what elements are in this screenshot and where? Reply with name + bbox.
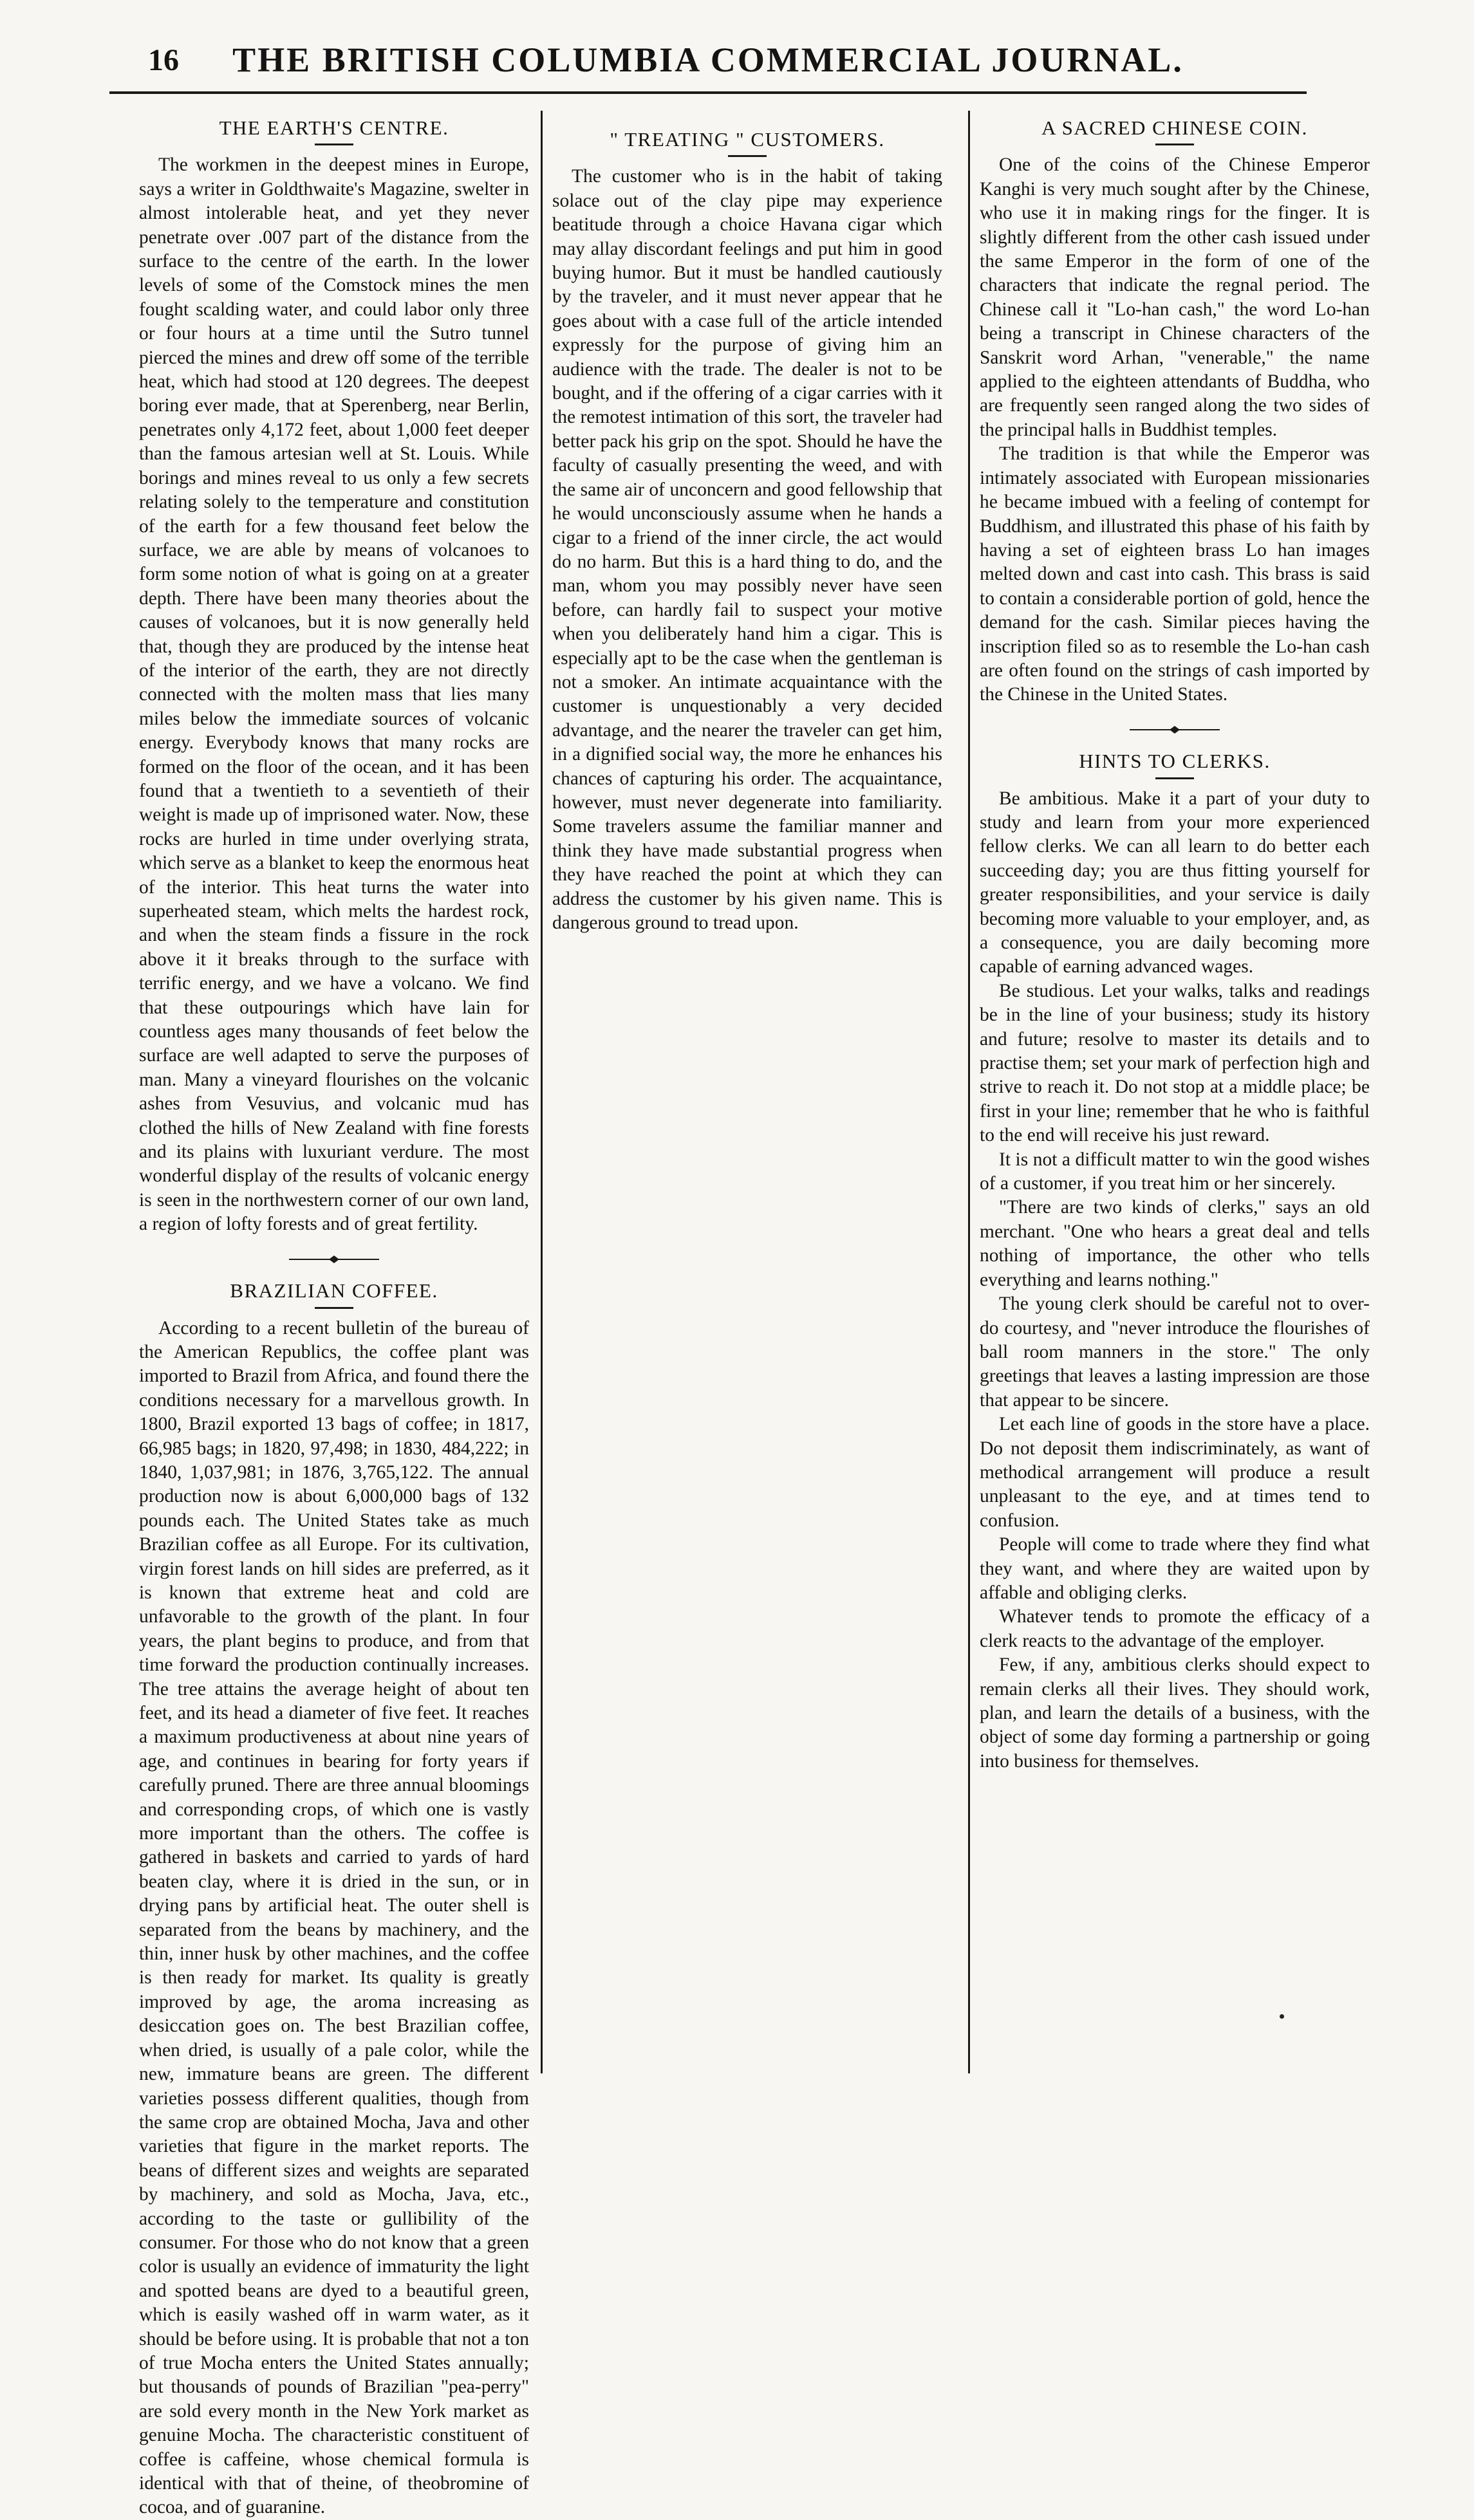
article-title-chinese-coin: A SACRED CHINESE COIN. bbox=[1041, 116, 1308, 139]
title-underline bbox=[1155, 144, 1194, 145]
article-paragraph: The tradition is that while the Emperor was intimately associated with European missionaries he became imbued with a feeling of contempt for Buddhism, and illustrated this phase of his faith by having a set of eighteen brass Lo han images melted down and cast into cash. This brass is said to contain a considerable portion of gold, hence the demand for the cash. Similar pieces having the inscription filed so as to resemble the Lo-han cash are often found on the strings of cash imported by the Chinese in the United States. bbox=[980, 443, 1370, 705]
article-paragraph: "There are two kinds of clerks," says an old merchant. "One who hears a great deal and tells nothing of importance, the other who tells everything and learns nothing." bbox=[980, 1197, 1370, 1290]
article-separator bbox=[139, 1246, 529, 1270]
column-3 bbox=[980, 111, 1370, 2080]
title-underline bbox=[315, 144, 353, 145]
column-2 bbox=[552, 111, 942, 2080]
journal-title: THE BRITISH COLUMBIA COMMERCIAL JOURNAL. bbox=[232, 41, 1184, 79]
article-paragraph: Be ambitious. Make it a part of your duty to study and learn from your more experienced fellow clerks. We can all learn to do better each succeeding day; you are thus fitting yourself for greater responsibilities, and your service is daily becoming more valuable to your employer, and, as a consequence, you are daily becoming more capable of earning advanced wages. bbox=[980, 788, 1370, 977]
print-speck bbox=[1280, 2014, 1284, 2019]
article-paragraph: The customer who is in the habit of taking solace out of the clay pipe may experience beatitude through a choice Havana cigar which may allay discordant feelings and put him in good buying humor. But it must be handled cautiously by the traveler, and it must never appear that he goes about with a case full of the article intended expressly for the purpose of giving him an audience with the trade. The dealer is not to be bought, and if the offering of a cigar carries with it the remotest intimation of this sort, the traveler had better pack his grip on the spot. Should he have the faculty of casually presenting the weed, and with the same air of unconcern and good fellowship that he would unconsciously assume when he hands a cigar to a friend of the inner circle, the act would do no harm. But this is a hard thing to do, and the man, whom you may possibly never have seen before, can hardly fail to suspect your motive when you deliberately hand him a cigar. This is especially apt to be the case when the gentleman is not a smoker. An intimate acquaintance with the customer is unquestionably a very decided advantage, and the nearer the traveler can get him, in a dignified social way, the more he enhances his chances of capturing his order. The acquaintance, however, must never degenerate into familiarity. Some travelers assume the familiar manner and think they have made substantial progress when they have reached the point at which they can address the customer by his given name. This is dangerous ground to tread upon. bbox=[552, 166, 942, 933]
article-paragraph: Whatever tends to promote the efficacy of a clerk reacts to the advantage of the employer. bbox=[980, 1606, 1370, 1651]
article-paragraph: One of the coins of the Chinese Emperor Kanghi is very much sought after by the Chinese, who use it in making rings for the finger. It is slightly different from the other cash issued under the same Emperor in the form of one of the characters that indicate the regnal period. The Chinese call it "Lo-han cash," the word Lo-han being a transcript in Chinese characters of the Sanskrit word Arhan, "venerable," the name applied to the eighteen attendants of Buddha, who are frequently seen ranged along the two sides of the principal halls in Buddhist temples. bbox=[980, 154, 1370, 440]
title-underline bbox=[728, 155, 767, 157]
article-paragraph: People will come to trade where they find what they want, and where they are waited upon by affable and obliging clerks. bbox=[980, 1534, 1370, 1603]
article-paragraph: Be studious. Let your walks, talks and readings be in the line of your business; study its history and future; resolve to master its details and to practise them; set your mark of perfection high and strive to reach it. Do not stop at a middle place; be first in your line; remember that he who is faithful to the end will receive his just reward. bbox=[980, 980, 1370, 1146]
title-underline bbox=[1155, 777, 1194, 779]
column-rule bbox=[968, 111, 970, 2073]
title-underline bbox=[315, 1307, 353, 1309]
page-header bbox=[109, 40, 1307, 94]
article-title-brazilian-coffee: BRAZILIAN COFFEE. bbox=[230, 1279, 438, 1302]
article-paragraph: Let each line of goods in the store have a place. Do not deposit them indiscriminately, as want of methodical arrangement will produce a result unpleasant to the eye, and at times tend to confusion. bbox=[980, 1414, 1370, 1531]
article-title-treating-customers: " TREATING " CUSTOMERS. bbox=[610, 128, 885, 151]
article-title-earths-centre: THE EARTH'S CENTRE. bbox=[219, 116, 449, 139]
page-number: 16 bbox=[148, 43, 179, 77]
article-paragraph: The workmen in the deepest mines in Europe, says a writer in Goldthwaite's Magazine, swelter in almost intolerable heat, and yet they never penetrate over .007 part of the distance from the surface to the centre of the earth. In the lower levels of some of the Comstock mines the men fought scalding water, and could labor only three or four hours at a time until the Sutro tunnel pierced the mines and drew off some of the terrible heat, which had stood at 120 degrees. The deepest boring ever made, that at Sperenberg, near Berlin, penetrates only 4,172 feet, about 1,000 feet deeper than the famous artesian well at St. Louis. While borings and mines reveal to us only a few secrets relating solely to the temperature and constitution of the earth for a few thousand feet below the surface, we are able by means of volcanoes to form some notion of what is going on at a greater depth. There have been many theories about the causes of volcanoes, but it is now generally held that, though they are produced by the intense heat of the interior of the earth, they are not directly connected with the molten mass that lies many miles below the immediate sources of volcanic energy. Everybody knows that many rocks are formed on the floor of the ocean, and it has been found that a twentieth to a seventieth of their weight is made up of imprisoned water. Now, these rocks are hurled in time under overlying strata, which serve as a blanket to keep the enormous heat of the interior. This heat turns the water into superheated steam, which melts the hardest rock, and when the steam finds a fissure in the rock above it it breaks through to the surface with terrific energy, and we have a volcano. We find that these outpourings which have lain for countless ages many thousands of feet below the surface are well adapted to serve the purposes of man. Many a vineyard flourishes on the volcanic ashes from Vesuvius, and volcanic mud has clothed the hills of New Zealand with fine forests and its plains with luxuriant verdure. The most wonderful display of the results of volcanic energy is seen in the northwestern corner of our own land, a region of lofty forests and of great fertility. bbox=[139, 154, 529, 1235]
article-paragraph: The young clerk should be careful not to over-do courtesy, and "never introduce the flourishes of ball room manners in the store." The only greetings that leaves a lasting impression are those that appear to be sincere. bbox=[980, 1293, 1370, 1411]
column-1 bbox=[139, 111, 529, 2518]
article-title-hints-to-clerks: HINTS TO CLERKS. bbox=[1079, 750, 1271, 773]
article-paragraph: Few, if any, ambitious clerks should expect to remain clerks all their lives. They should work, plan, and learn the details of a business, with the object of some day forming a partnership or going into business for themselves. bbox=[980, 1654, 1370, 1772]
article-paragraph: It is not a difficult matter to win the good wishes of a customer, if you treat him or her sincerely. bbox=[980, 1149, 1370, 1194]
column-rule bbox=[541, 111, 543, 2073]
article-paragraph: According to a recent bulletin of the bureau of the American Republics, the coffee plant was imported to Brazil from Africa, and found there the conditions necessary for a marvellous growth. In 1800, Brazil exported 13 bags of coffee; in 1817, 66,985 bags; in 1820, 97,498; in 1830, 484,222; in 1840, 1,037,981; in 1876, 3,765,122. The annual production now is about 6,000,000 bags of 132 pounds each. The United States take as much Brazilian coffee as all Europe. For its cultivation, virgin forest lands on hill sides are preferred, as it is known that extreme heat and cold are unfavorable to the growth of the plant. In four years, the plant begins to produce, and from that time forward the production continually increases. The tree attains the average height of about ten feet, and its head a diameter of five feet. It reaches a maximum productiveness at about nine years of age, and continues in bearing for forty years if carefully pruned. There are three annual bloomings and corresponding crops, of which one is vastly more important than the others. The coffee is gathered in baskets and carried to yards of hard beaten clay, where it is dried in the sun, or in drying pans by artificial heat. The outer shell is separated from the beans by machinery, and the thin, inner husk by other machines, and the coffee is then ready for market. Its quality is greatly improved by age, the aroma increasing as desiccation goes on. The best Brazilian coffee, when dried, is usually of a pale color, while the new, immature beans are green. The different varieties possess different qualities, though from the same crop are obtained Mocha, Java and other varieties that figure in the market reports. The beans of different sizes and weights are separated by machinery, and sold as Mocha, Java, etc., according to the taste or gullibility of the consumer. For those who do not know that a green color is usually an evidence of immaturity the light and spotted beans are dyed to a beautiful green, which is easily washed off in warm water, as it should be before using. It is probable that not a ton of true Mocha enters the United States annually; but thousands of pounds of Brazilian "pea-perry" are sold every month in the New York market as genuine Mocha. The characteristic constituent of coffee is caffeine, whose chemical formula is identical with that of theine, of theobromine of cocoa, and of guaranine. bbox=[139, 1317, 529, 2518]
article-separator bbox=[980, 716, 1370, 740]
